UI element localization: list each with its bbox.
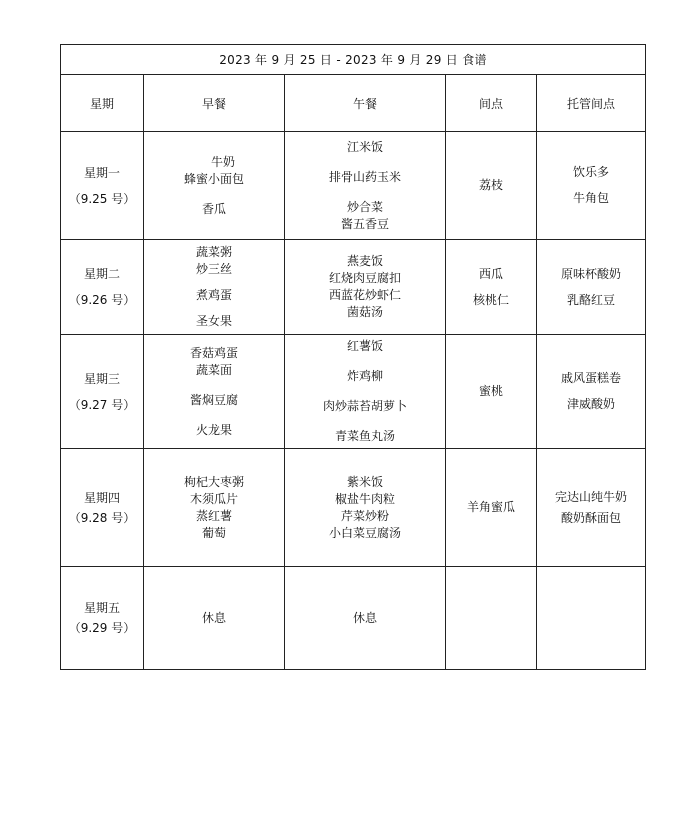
menu-item: 牛角包 [573,191,610,205]
menu-item: 酱焖豆腐 [189,392,238,407]
day-date: （9.25 号） [68,191,136,206]
menu-item: 炒合菜 [346,199,383,214]
day-date: （9.29 号） [68,621,136,635]
menu-item: 蔬菜面 [195,362,232,377]
menu-item: 火龙果 [195,422,232,437]
day-date: （9.27 号） [68,397,136,412]
header-breakfast: 早餐 [144,75,285,132]
aftercare-cell [537,132,646,240]
header-day: 星期 [61,75,144,132]
snack-cell [446,335,537,449]
header-aftercare: 托管间点 [537,75,646,132]
menu-item: 蜂蜜小面包 [183,171,244,186]
day-name: 星期三 [83,371,120,386]
day-name: 星期五 [83,601,120,615]
menu-item: 蔬菜粥 [195,245,232,259]
day-row-monday [61,132,646,240]
aftercare-cell [537,335,646,449]
aftercare-cell [537,567,646,670]
lunch-cell [285,240,446,335]
header-lunch: 午餐 [285,75,446,132]
menu-item: 休息 [352,610,377,625]
breakfast-cell [144,567,285,670]
snack-cell [446,132,537,240]
menu-item: 饮乐多 [573,165,610,179]
menu-item: 椒盐牛肉粒 [334,491,395,506]
day-row-friday [61,567,646,670]
menu-item: 青菜鱼丸汤 [334,429,395,443]
snack-cell [446,449,537,567]
menu-item: 红薯饭 [346,339,383,353]
breakfast-cell [144,449,285,567]
day-row-thursday [61,449,646,567]
menu-item: 枸杞大枣粥 [183,474,244,489]
menu-item: 芹菜炒粉 [340,508,389,523]
snack-cell [446,567,537,670]
menu-item: 荔枝 [478,178,503,192]
title-row [61,45,646,75]
menu-item: 蜜桃 [478,384,503,398]
lunch-cell [285,132,446,240]
aftercare-cell [537,240,646,335]
day-date: （9.26 号） [68,293,136,307]
menu-title: 2023 年 9 月 25 日 - 2023 年 9 月 29 日 食谱 [61,45,646,75]
lunch-cell [285,335,446,449]
menu-item: 酱五香豆 [340,216,389,231]
day-cell [61,567,144,670]
menu-item: 香菇鸡蛋 [189,345,238,360]
menu-item: 西蓝花炒虾仁 [328,288,401,302]
menu-item: 津威酸奶 [567,397,616,411]
menu-item: 戚风蛋糕卷 [561,371,622,385]
weekly-menu-table [60,44,646,670]
menu-item: 肉炒蒜苔胡萝卜 [322,399,407,413]
menu-item: 核桃仁 [472,292,509,307]
menu-item: 燕麦饭 [346,254,383,268]
menu-item: 炸鸡柳 [346,369,383,383]
menu-item: 菌菇汤 [346,305,383,319]
menu-item: 炒三丝 [195,262,232,276]
menu-item: 原味杯酸奶 [561,266,622,281]
day-cell [61,240,144,335]
menu-item: 江米饭 [346,139,383,154]
breakfast-cell [144,132,285,240]
breakfast-cell [144,240,285,335]
snack-cell [446,240,537,335]
menu-item: 小白菜豆腐汤 [328,525,401,540]
menu-item: 蒸红薯 [195,508,232,523]
day-row-tuesday [61,240,646,335]
header-snack: 间点 [446,75,537,132]
lunch-cell [285,567,446,670]
menu-item: 酸奶酥面包 [561,510,622,525]
menu-item: 西瓜 [478,266,503,281]
menu-item: 煮鸡蛋 [195,288,232,302]
day-date: （9.28 号） [68,510,136,525]
menu-item: 排骨山药玉米 [328,169,401,184]
menu-item: 红烧肉豆腐扣 [328,271,401,285]
menu-item: 乳酪红豆 [567,292,616,307]
menu-item: 休息 [201,610,226,625]
lunch-cell [285,449,446,567]
aftercare-cell [537,449,646,567]
menu-item: 紫米饭 [346,474,383,489]
menu-item: 羊角蜜瓜 [466,500,515,514]
breakfast-cell [144,335,285,449]
menu-item: 木须瓜片 [189,491,238,506]
menu-item: 葡萄 [201,525,226,540]
day-name: 星期四 [83,490,120,505]
menu-item: 牛奶 [210,154,235,169]
menu-item: 香瓜 [201,201,226,216]
header-row [61,75,646,132]
day-name: 星期一 [83,165,120,180]
day-cell [61,335,144,449]
day-cell [61,449,144,567]
menu-item: 完达山纯牛奶 [555,489,628,504]
day-row-wednesday [61,335,646,449]
day-name: 星期二 [83,267,120,281]
day-cell [61,132,144,240]
menu-item: 圣女果 [195,314,232,328]
